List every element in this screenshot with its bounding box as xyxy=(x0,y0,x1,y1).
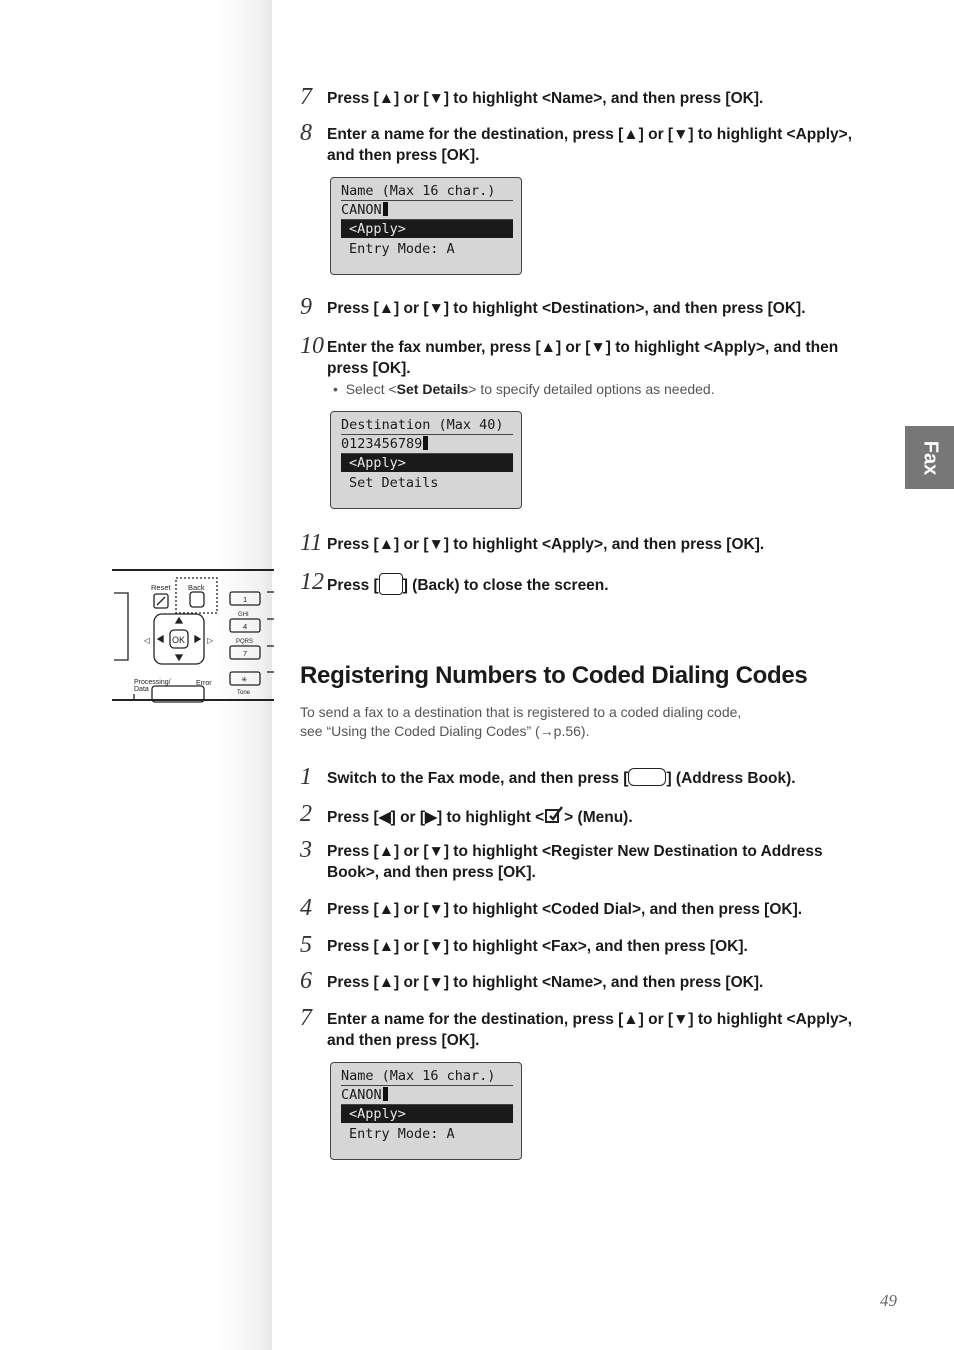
key-7-label: 7 xyxy=(243,649,248,658)
step-8-top xyxy=(300,120,865,166)
section-title: Registering Numbers to Coded Dialing Codes xyxy=(300,662,808,689)
tone-label: Tone xyxy=(237,690,251,696)
lcd-screen-name xyxy=(330,177,522,275)
section-intro: To send a fax to a destination that is registered to a coded dialing code, see “Using the Coded Dialing Codes” (→p.56). xyxy=(300,704,742,739)
step-text: Press [ ] (Back) to close the screen. xyxy=(327,573,865,596)
step-4-bottom xyxy=(300,895,865,921)
lcd-line: Name (Max 16 char.) xyxy=(341,182,513,201)
step-11-top xyxy=(300,530,865,556)
processing-label: Processing/ xyxy=(134,679,171,686)
step-10-top xyxy=(300,333,865,397)
page-number: 49 xyxy=(880,1291,897,1310)
step-number: 7 xyxy=(300,1005,312,1031)
key-1-label: 1 xyxy=(243,595,248,604)
step-text: Press [▲] or [▼] to highlight <Name>, and then press [OK]. xyxy=(327,90,764,107)
step-12-top xyxy=(300,569,865,596)
lcd-line: Entry Mode: A xyxy=(349,241,455,257)
step-7-bottom xyxy=(300,1005,865,1051)
step-number: 6 xyxy=(300,968,312,994)
step-text: Enter a name for the destination, press [▲] or [▼] to highlight <Apply>, and then press [OK]. xyxy=(327,1011,853,1049)
lcd-screen-name-2 xyxy=(330,1062,522,1160)
lcd-highlight-line: <Apply> xyxy=(341,454,513,472)
step-text: Press [▲] or [▼] to highlight <Fax>, and then press [OK]. xyxy=(327,938,748,955)
step-text: Switch to the Fax mode, and then press [ ] (Address Book). xyxy=(327,770,796,787)
lcd-line: CANON xyxy=(341,1086,513,1105)
step-5-bottom xyxy=(300,932,865,958)
pqrs-label: PQRS xyxy=(236,639,254,645)
step-number: 3 xyxy=(300,837,312,863)
step-number: 12 xyxy=(300,569,324,595)
lcd-line: Name (Max 16 char.) xyxy=(341,1067,513,1086)
lcd-line: CANON xyxy=(341,201,513,220)
step-text: Enter a name for the destination, press [▲] or [▼] to highlight <Apply>, and then press [OK]. xyxy=(327,126,853,164)
lcd-line: Destination (Max 40) xyxy=(341,416,513,435)
step-6-bottom xyxy=(300,968,865,994)
lcd-highlight-line: <Apply> xyxy=(341,1105,513,1123)
step-number: 7 xyxy=(300,84,312,110)
lcd-line: 0123456789 xyxy=(341,435,513,454)
control-panel-illustration xyxy=(112,568,274,703)
step-1-bottom xyxy=(300,764,865,790)
step-text: Enter the fax number, press [▲] or [▼] to highlight <Apply>, and then press [OK]. xyxy=(327,339,839,377)
step-text: Press [▲] or [▼] to highlight <Coded Dial>, and then press [OK]. xyxy=(327,901,803,918)
step-number: 9 xyxy=(300,294,312,320)
reset-label: Reset xyxy=(151,583,171,592)
lcd-line: Entry Mode: A xyxy=(349,1126,455,1142)
svg-text:◁: ◁ xyxy=(144,636,151,645)
step-number: 4 xyxy=(300,895,312,921)
svg-text:▷: ▷ xyxy=(207,636,214,645)
step-number: 10 xyxy=(300,333,324,359)
step-number: 1 xyxy=(300,764,312,790)
address-book-key-icon xyxy=(628,768,666,786)
menu-icon xyxy=(544,805,564,825)
step-number: 5 xyxy=(300,932,312,958)
chapter-tab-label: Fax xyxy=(919,440,941,475)
text-cursor xyxy=(383,1087,388,1101)
error-label: Error xyxy=(196,680,212,687)
step-text: Press [▲] or [▼] to highlight <Destination>, and then press [OK]. xyxy=(327,300,806,317)
text-cursor xyxy=(383,202,388,216)
step-text: Press [▲] or [▼] to highlight <Apply>, and then press [OK]. xyxy=(327,536,765,553)
back-label: Back xyxy=(188,583,205,592)
step-number: 8 xyxy=(300,120,312,146)
step-text: Press [▲] or [▼] to highlight <Name>, and then press [OK]. xyxy=(327,974,764,991)
lcd-highlight-line: <Apply> xyxy=(341,220,513,238)
data-label: Data xyxy=(134,686,149,693)
ghi-label: GHI xyxy=(238,612,249,618)
step-text: Press [▲] or [▼] to highlight <Register New Destination to Address Book>, and then press [OK]. xyxy=(327,843,823,881)
star-key-label: ✳ xyxy=(241,675,248,684)
step-text: Press [◀] or [▶] to highlight < > (Menu). xyxy=(327,805,865,828)
step-7-top xyxy=(300,84,865,110)
step-number: 2 xyxy=(300,801,312,827)
chapter-tab-fax[interactable] xyxy=(905,426,954,489)
step-9-top xyxy=(300,294,865,320)
lcd-screen-destination xyxy=(330,411,522,509)
ok-label: OK xyxy=(172,635,186,645)
step-2-bottom xyxy=(300,801,865,828)
lcd-line: Set Details xyxy=(349,475,439,491)
key-4-label: 4 xyxy=(243,622,248,631)
step-3-bottom xyxy=(300,837,865,883)
back-key-icon xyxy=(379,573,403,595)
step-number: 11 xyxy=(300,530,323,556)
text-cursor xyxy=(423,436,428,450)
step-note: • Select <Set Details> to specify detailed options as needed. xyxy=(333,381,715,397)
